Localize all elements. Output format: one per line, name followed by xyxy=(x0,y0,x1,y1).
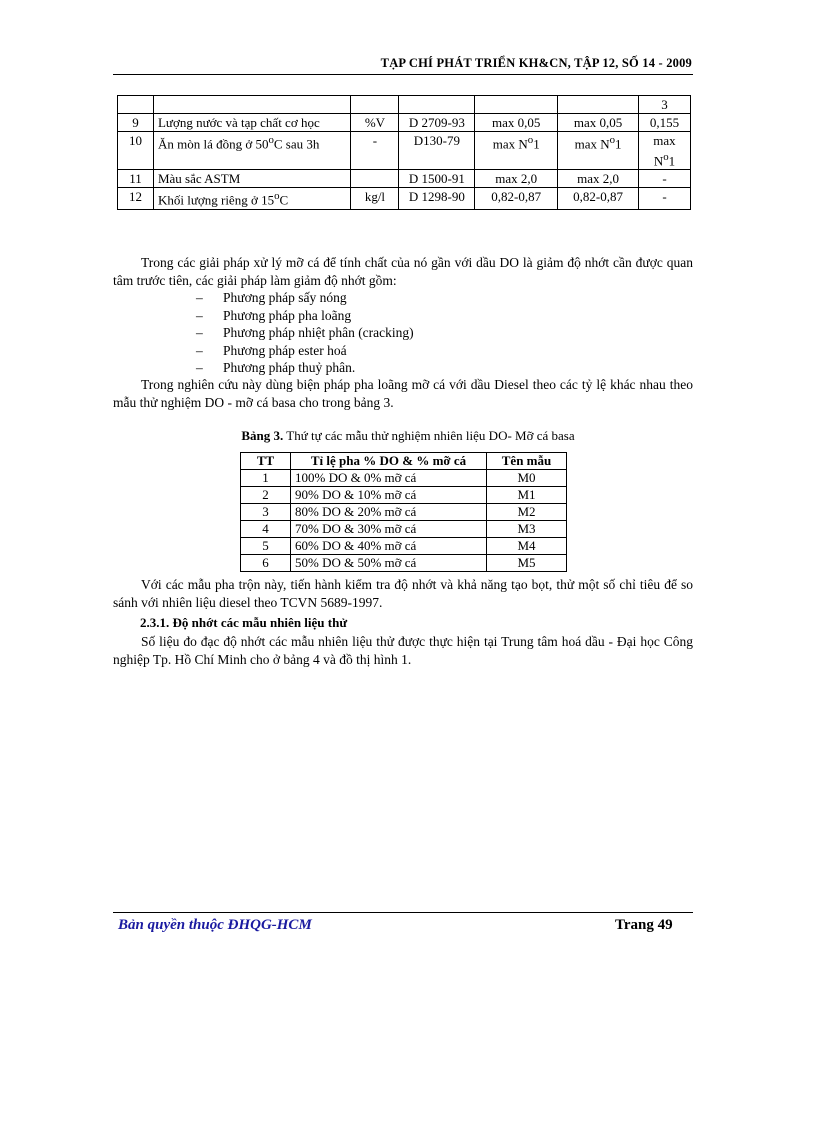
specification-table xyxy=(117,95,691,210)
cell-continued: 3 xyxy=(639,96,691,114)
list-item: – Phương pháp nhiệt phân (cracking) xyxy=(196,325,414,340)
table-row: 12 Khối lượng riêng ở 15$^o$C kg/l D 1298-90 0,82-0,87 0,82-0,87 - xyxy=(118,188,691,209)
table-row: 1 100% DO & 0% mỡ cá M0 xyxy=(241,470,567,487)
table-row: 9 Lượng nước và tạp chất cơ học %V D 2709-93 max 0,05 max 0,05 0,155 xyxy=(118,114,691,132)
table-row: 2 90% DO & 10% mỡ cá M1 xyxy=(241,487,567,504)
paragraph-measurement: Số liệu đo đạc độ nhớt các mẫu nhiên liệu thử được thực hiện tại Trung tâm hoá dầu - Đại học Công nghiệp Tp. Hồ Chí Minh cho ở bảng 4 và đồ thị hình 1. xyxy=(113,634,693,667)
table-row: 3 80% DO & 20% mỡ cá M2 xyxy=(241,504,567,521)
paragraph-tests: Với các mẫu pha trộn này, tiến hành kiểm tra độ nhớt và khả năng tạo bọt, thử một số chỉ tiêu để so sánh với nhiên liệu diesel theo TCVN 5689-1997. xyxy=(113,577,693,610)
table-row: 6 50% DO & 50% mỡ cá M5 xyxy=(241,555,567,572)
table-header-row: TT Tỉ lệ pha % DO & % mỡ cá Tên mẫu xyxy=(241,453,567,470)
method-list xyxy=(196,289,414,377)
page-number: Trang 49 xyxy=(615,917,673,933)
header-rule xyxy=(113,74,693,75)
footer-copyright: Bản quyền thuộc ĐHQG-HCM xyxy=(118,917,312,933)
sample-table xyxy=(240,452,567,572)
section-heading: 2.3.1. Độ nhớt các mẫu nhiên liệu thử xyxy=(140,615,348,630)
table-row: 4 70% DO & 30% mỡ cá M3 xyxy=(241,521,567,538)
paragraph-dilution: Trong nghiên cứu này dùng biện pháp pha loãng mỡ cá với dầu Diesel theo các tỷ lệ khác nhau theo mẫu thử nghiệm DO - mỡ cá basa cho trong bảng 3. xyxy=(113,377,693,410)
journal-header: TẠP CHÍ PHÁT TRIỂN KH&CN, TẬP 12, SỐ 14 - 2009 xyxy=(380,56,692,70)
table-row: 5 60% DO & 40% mỡ cá M4 xyxy=(241,538,567,555)
list-item: – Phương pháp pha loãng xyxy=(196,307,352,323)
table3-caption: Bảng 3. Thứ tự các mẫu thử nghiệm nhiên liệu DO- Mỡ cá basa xyxy=(241,428,575,443)
table-row: 10 Ăn mòn lá đồng ở 50$^o$C sau 3h - D130-79 $\max N^o1$ $\max N^o1$ max $N^o1$ xyxy=(118,132,691,170)
paragraph-viscosity-intro: Trong các giải pháp xử lý mỡ cá để tính chất của nó gần với dầu DO là giảm độ nhớt cần được quan tâm trước tiên, các giải pháp làm giảm độ nhớt gồm: xyxy=(113,255,693,288)
table-row xyxy=(118,96,691,114)
list-item: – Phương pháp ester hoá xyxy=(196,342,347,358)
list-item: – Phương pháp thuỷ phân. xyxy=(196,360,356,375)
list-item: – Phương pháp sấy nóng xyxy=(196,290,347,305)
table-row: 11 Màu sắc ASTM D 1500-91 max 2,0 max 2,0 - xyxy=(118,170,691,188)
footer-rule xyxy=(113,912,693,913)
